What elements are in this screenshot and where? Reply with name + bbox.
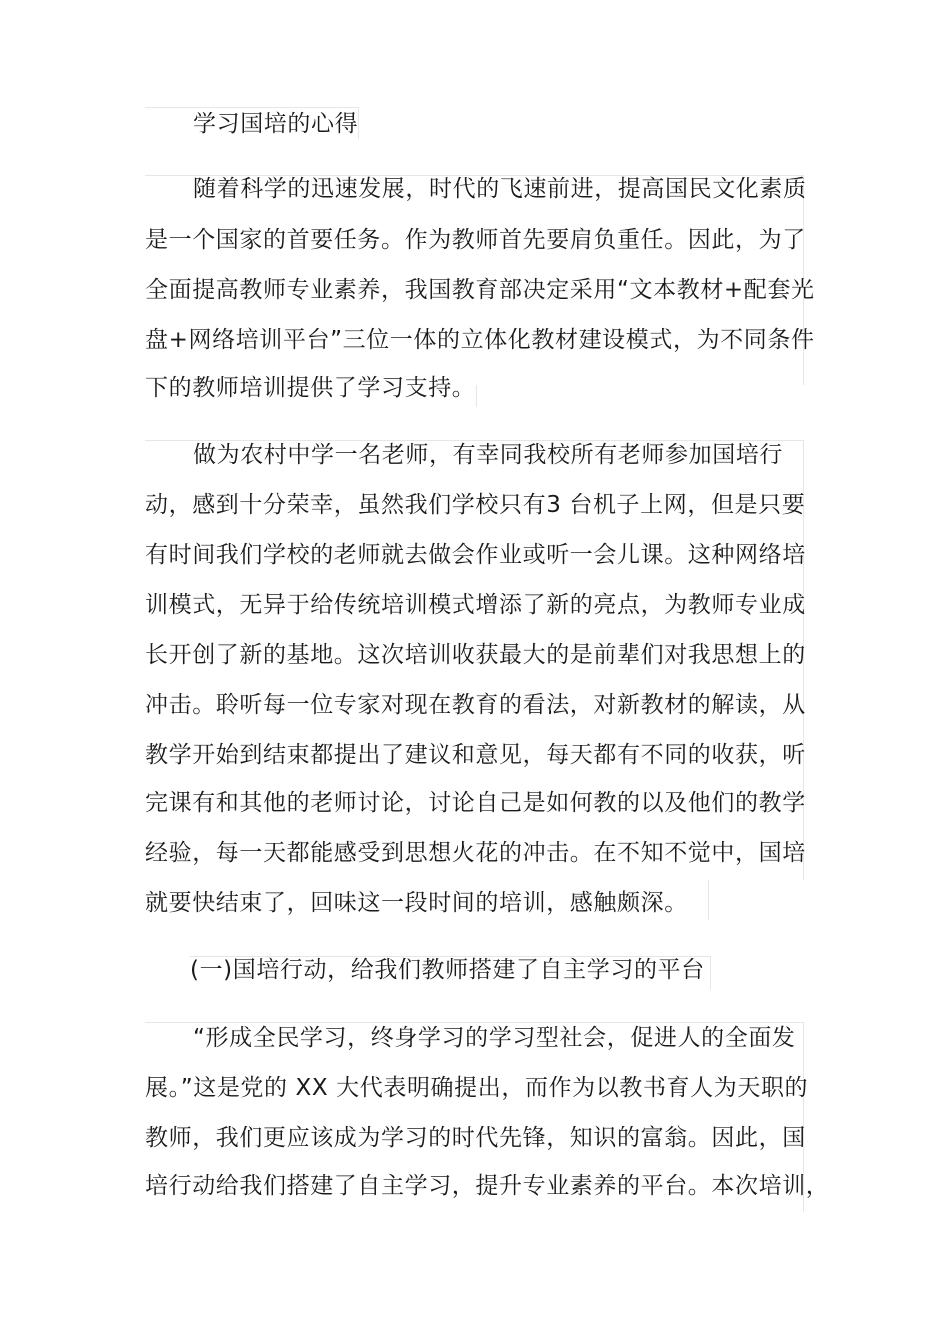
- paragraph-2-line: 完课有和其他的老师讨论，讨论自己是如何教的以及他们的教学: [145, 790, 806, 816]
- paragraph-2-line: 冲击。聆听每一位专家对现在教育的看法，对新教材的解读，从: [145, 692, 806, 718]
- paragraph-2-line: 有时间我们学校的老师就去做会作业或听一会儿课。这种网络培: [145, 542, 806, 568]
- section-heading-1: (一)国培行动，给我们教师搭建了自主学习的平台: [190, 957, 705, 983]
- paragraph-2-line: 长开创了新的基地。这次培训收获最大的是前辈们对我思想上的: [145, 642, 806, 668]
- paragraph-2-line: 训模式，无异于给传统培训模式增添了新的亮点，为教师专业成: [145, 592, 806, 618]
- paragraph-1-line: 全面提高教师专业素养，我国教育部决定采用“文本教材+配套光: [145, 277, 815, 303]
- document-title: 学习国培的心得: [193, 111, 359, 137]
- paragraph-1-line: 盘+网络培训平台”三位一体的立体化教材建设模式，为不同条件: [145, 327, 815, 353]
- paragraph-2-line: 教学开始到结束都提出了建议和意见，每天都有不同的收获，听: [145, 742, 806, 768]
- paragraph-2-line: 动，感到十分荣幸，虽然我们学校只有3 台机子上网，但是只要: [145, 492, 806, 518]
- paragraph-1-line: 随着科学的迅速发展，时代的飞速前进，提高国民文化素质: [193, 176, 807, 202]
- paragraph-3-line: 培行动给我们搭建了自主学习，提升专业素养的平台。本次培训，: [145, 1173, 830, 1199]
- paragraph-1-line: 是一个国家的首要任务。作为教师首先要肩负重任。因此，为了: [145, 227, 806, 253]
- paragraph-3-line: “形成全民学习，终身学习的学习型社会，促进人的全面发: [193, 1025, 796, 1051]
- text-box-guide: [710, 956, 711, 990]
- text-box-guide: [708, 880, 709, 920]
- paragraph-3-line: 教师，我们更应该成为学习的时代先锋，知识的富翁。因此，国: [145, 1125, 806, 1151]
- paragraph-2-line: 做为农村中学一名老师，有幸同我校所有老师参加国培行: [193, 442, 783, 468]
- text-box-guide: [476, 385, 477, 407]
- paragraph-1-line: 下的教师培训提供了学习支持。: [145, 375, 476, 401]
- paragraph-2-line: 就要快结束了，回味这一段时间的培训，感触颇深。: [145, 890, 688, 916]
- paragraph-2-line: 经验，每一天都能感受到思想火花的冲击。在不知不觉中，国培: [145, 840, 806, 866]
- paragraph-3-line: 展。”这是党的 XX 大代表明确提出，而作为以教书育人为天职的: [145, 1075, 809, 1101]
